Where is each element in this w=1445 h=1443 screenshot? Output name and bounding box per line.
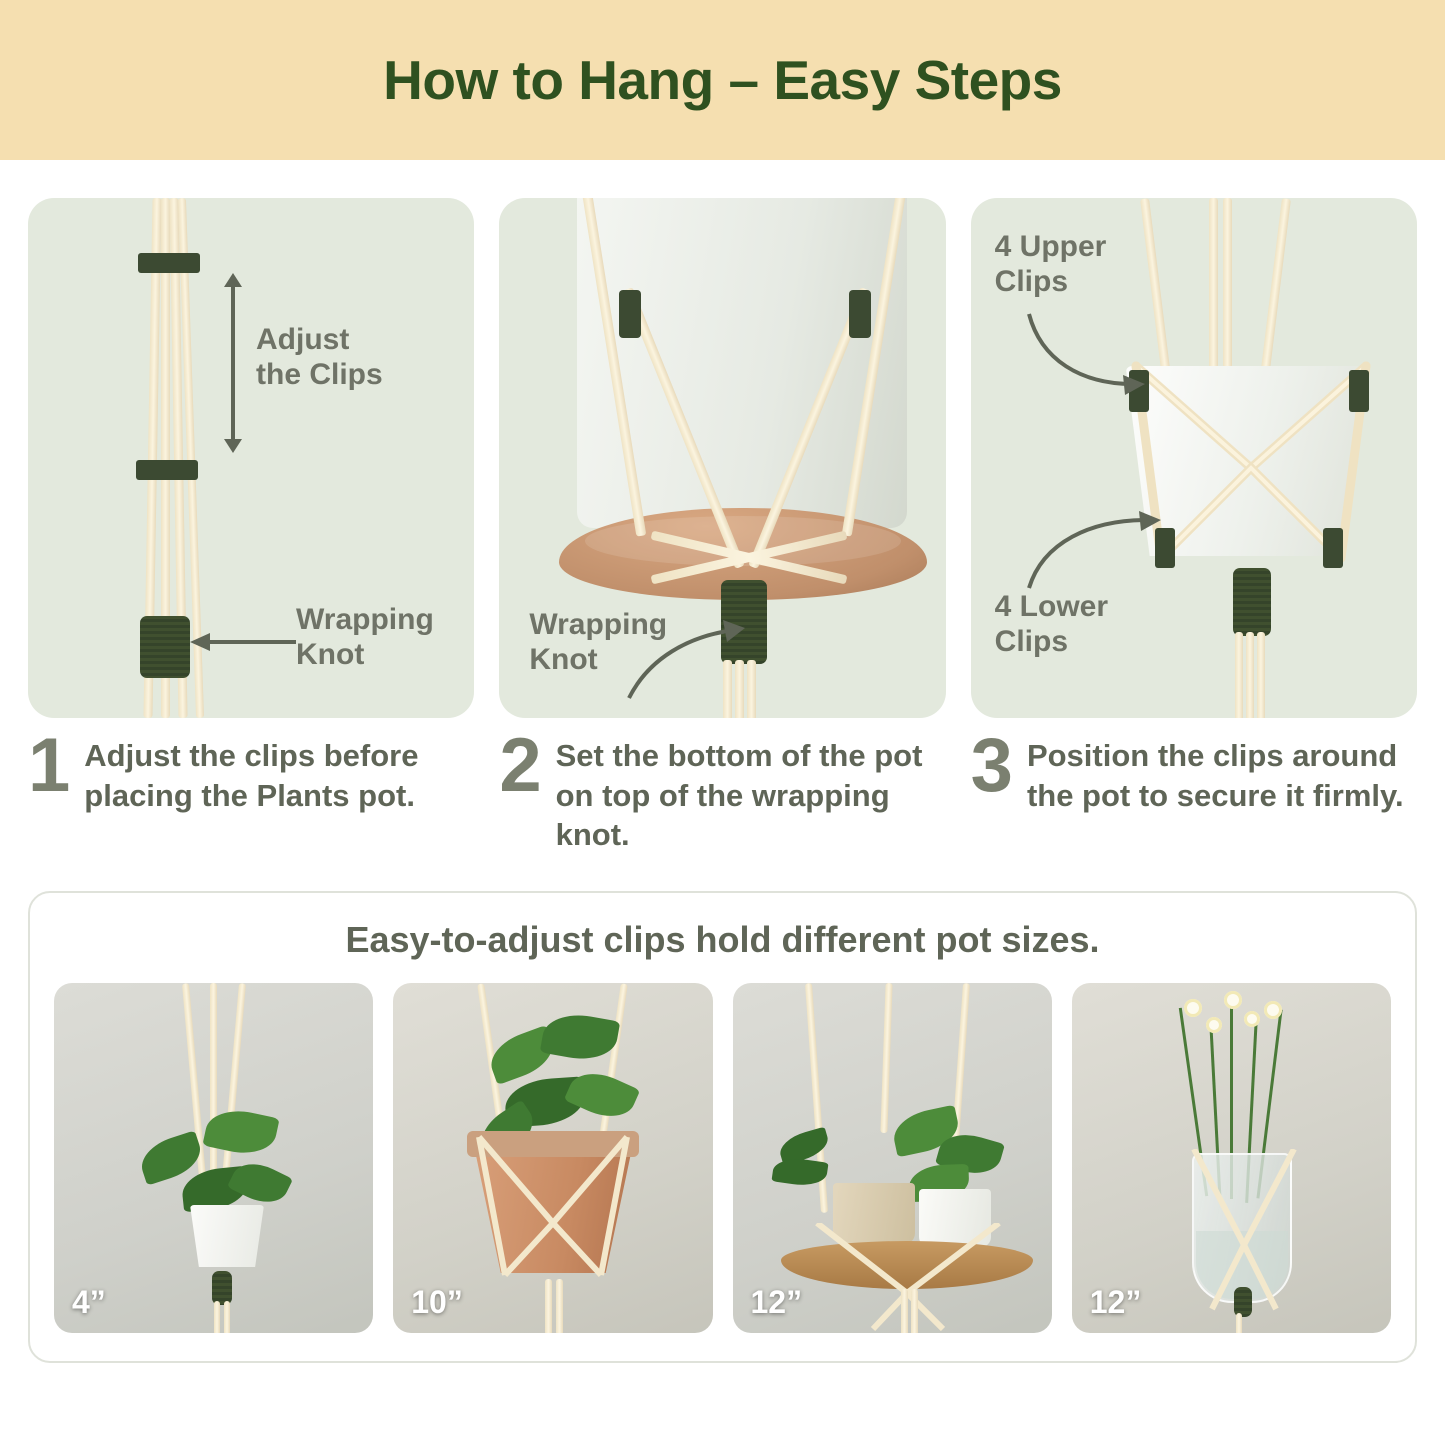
step-column-2 (499, 198, 945, 855)
upper-clips-arrow-icon (1021, 308, 1151, 398)
label-line: Knot (296, 637, 365, 671)
plant-pot (190, 1205, 264, 1267)
rope-tail (1235, 632, 1243, 718)
header-banner (0, 0, 1445, 160)
pot-sizes-panel (28, 891, 1417, 1363)
label-line: 4 Lower (994, 590, 1109, 623)
label-line: Adjust (256, 323, 350, 356)
daisy-flower (1224, 991, 1242, 1009)
step-2-text: Set the bottom of the pot on top of the wrapping knot. (555, 738, 923, 853)
wrapping-knot (140, 616, 190, 678)
size-badge: 12” (1089, 1284, 1142, 1321)
step-2-photo (499, 198, 945, 718)
plant-leaf (540, 1009, 621, 1065)
pot-sizes-gallery (54, 983, 1391, 1333)
label-4-upper-clips (995, 230, 1107, 299)
step-1-caption (28, 723, 474, 815)
rope-strand (880, 983, 892, 1133)
label-line: Clips (994, 264, 1069, 298)
step-2-number: 2 (499, 723, 542, 808)
step-column-3 (971, 198, 1417, 855)
label-line: Wrapping (296, 603, 434, 636)
clip-upper-left (619, 290, 641, 338)
pot-sizes-heading: Easy-to-adjust clips hold different pot sizes. (345, 919, 1100, 961)
step-column-1 (28, 198, 474, 855)
gallery-item-12in-tray (733, 983, 1052, 1333)
clip-upper (138, 253, 200, 273)
rope-net (463, 1133, 643, 1283)
clip-upper-right (849, 290, 871, 338)
label-line: Clips (994, 624, 1069, 658)
step-2-caption (499, 723, 945, 855)
size-badge: 4” (72, 1284, 106, 1321)
step-1-text: Adjust the clips before placing the Plants pot. (84, 738, 419, 813)
label-4-lower-clips (995, 590, 1108, 659)
clip-lower-right (1323, 528, 1343, 568)
daisy-flower (1264, 1001, 1282, 1019)
rope-tail (214, 1301, 220, 1333)
clip-upper-right (1349, 370, 1369, 412)
daisy-flower (1244, 1011, 1260, 1027)
adjust-range-arrow-icon (218, 273, 248, 453)
clip-lower (136, 460, 198, 480)
step-3-text: Position the clips around the pot to secure it firmly. (1026, 738, 1404, 813)
size-badge: 12” (750, 1284, 803, 1321)
plant-leaf (227, 1155, 293, 1212)
label-line: the Clips (256, 357, 383, 391)
label-line: Knot (529, 642, 598, 676)
label-wrapping-knot (296, 603, 434, 672)
lower-clips-arrow-icon (1021, 498, 1171, 593)
daisy-flower (1206, 1017, 1222, 1033)
rope-strand (1260, 198, 1291, 378)
label-adjust-the-clips (256, 323, 383, 392)
rope-tail (1257, 632, 1265, 718)
rope-tail (545, 1279, 552, 1333)
steps-row (0, 160, 1445, 855)
gallery-item-4in (54, 983, 373, 1333)
wrapping-knot (212, 1271, 232, 1305)
rope-tail (224, 1301, 230, 1333)
page-title: How to Hang – Easy Steps (383, 49, 1062, 111)
rope-tail (556, 1279, 563, 1333)
label-line: Wrapping (529, 608, 668, 641)
step-1-number: 1 (28, 723, 71, 808)
label-line: 4 Upper (994, 230, 1107, 263)
rope-tail (911, 1289, 918, 1333)
step-3-caption (970, 723, 1417, 815)
label-wrapping-knot (529, 608, 667, 677)
gallery-item-10in (393, 983, 712, 1333)
step-3-photo (971, 198, 1417, 718)
rope-strand (1223, 198, 1232, 368)
wrapping-knot (1233, 568, 1271, 636)
daisy-flower (1184, 999, 1202, 1017)
rope-tail (1246, 632, 1254, 718)
rope-net (777, 1223, 1041, 1333)
step-1-photo (28, 198, 474, 718)
size-badge: 10” (411, 1284, 463, 1321)
rope-strand (597, 983, 628, 1152)
knot-pointer-arrow-icon (188, 630, 298, 654)
gallery-item-12in-vase (1072, 983, 1391, 1333)
rope-tail (1236, 1313, 1242, 1333)
rope-tail (901, 1289, 908, 1333)
step-3-number: 3 (970, 723, 1013, 808)
rope-strand (1209, 198, 1218, 368)
